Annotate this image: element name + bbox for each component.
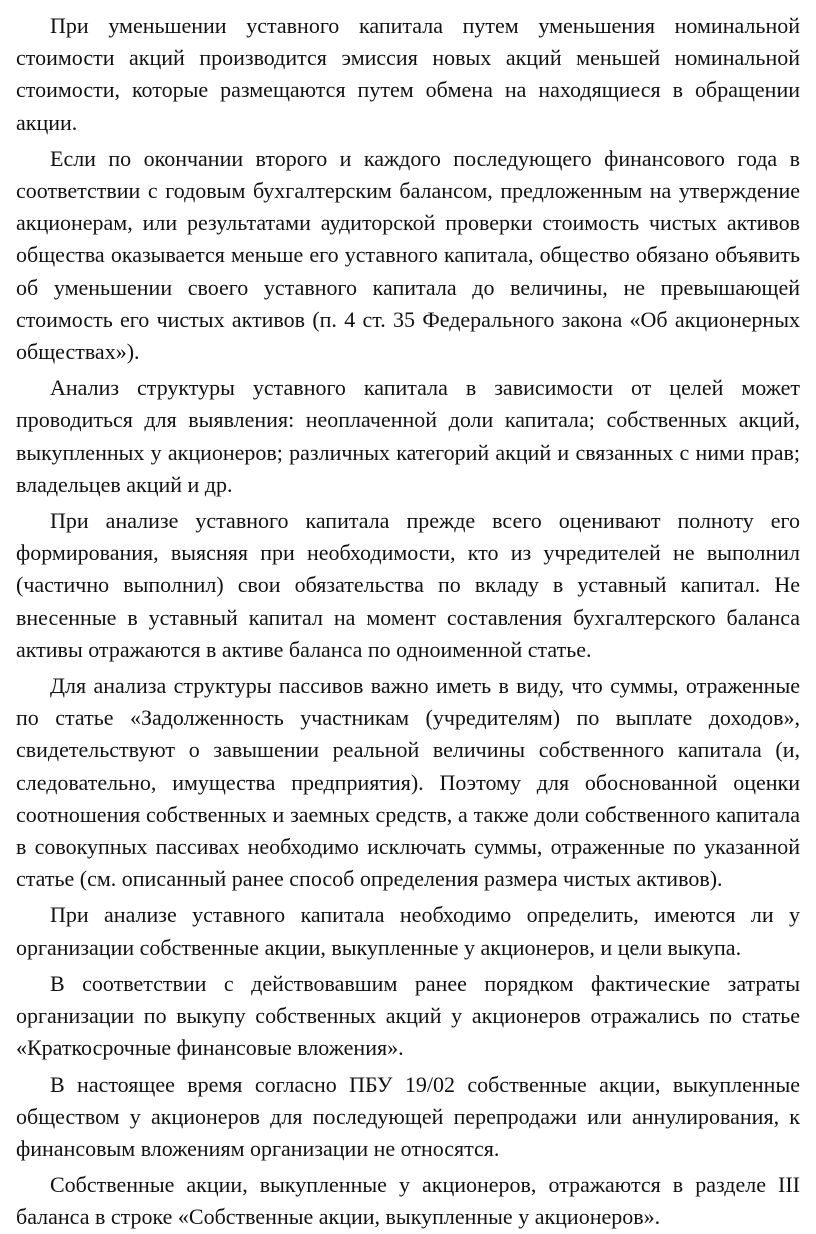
paragraph-3: Анализ структуры уставного капитала в зависимости от целей может проводиться для выявления: неоплаченной доли капитала; собственных акций, выкупленных у акционеров; различных категорий акций и связанных с ними прав; владельцев акций и др. [16, 375, 800, 497]
paragraph-2: Если по окончании второго и каждого последующего финансового года в соответствии с годовым бухгалтерским балансом, предложенным на утверждение акционерам, или результатами аудиторской проверки стоимость чистых активов общества оказывается меньше его уставного капитала, общество обязано объявить об уменьшении своего уставного капитала до величины, не превышающей стоимость его чистых активов (п. 4 ст. 35 Федерального закона «Об акционерных обществах»). [16, 145, 800, 365]
paragraph-9: Собственные акции, выкупленные у акционеров, отражаются в разделе III баланса в строке «Собственные акции, выкупленные у акционеров». [16, 1172, 800, 1230]
paragraph-8: В настоящее время согласно ПБУ 19/02 собственные акции, выкупленные обществом у акционеров для последующей перепродажи или аннулирования, к финансовым вложениям организации не относятся. [16, 1071, 800, 1161]
paragraph-4: При анализе уставного капитала прежде всего оценивают полноту его формирования, выясняя при необходимости, кто из учредителей не выполнил (частично выполнил) свои обязательства по вкладу в уставный капитал. Не внесенные в уставный капитал на момент составления бухгалтерского баланса активы отражаются в активе баланса по одноименной статье. [16, 508, 800, 662]
paragraph-7: В соответствии с действовавшим ранее порядком фактические затраты организации по выкупу собственных акций у акционеров отражались по статье «Краткосрочные финансовые вложения». [16, 970, 800, 1061]
paragraph-1: При уменьшении уставного капитала путем уменьшения номинальной стоимости акций производится эмиссия новых акций меньшей номинальной стоимости, которые размещаются путем обмена на находящиеся в обращении акции. [16, 13, 800, 135]
paragraph-6: При анализе уставного капитала необходимо определить, имеются ли у организации собственные акции, выкупленные у акционеров, и цели выкупа. [16, 902, 800, 960]
paragraph-5: Для анализа структуры пассивов важно иметь в виду, что суммы, отраженные по статье «Задолженность участникам (учредителям) по выплате доходов», свидетельствуют о завышении реальной величины собственного капитала (и, следовательно, имущества предприятия). Поэтому для обоснованной оценки соотношения собственных и заемных средств, а также доли собственного капитала в совокупных пассивах необходимо исключать суммы, отраженные по указанной статье (см. описанный ранее способ определения размера чистых активов). [16, 673, 800, 892]
